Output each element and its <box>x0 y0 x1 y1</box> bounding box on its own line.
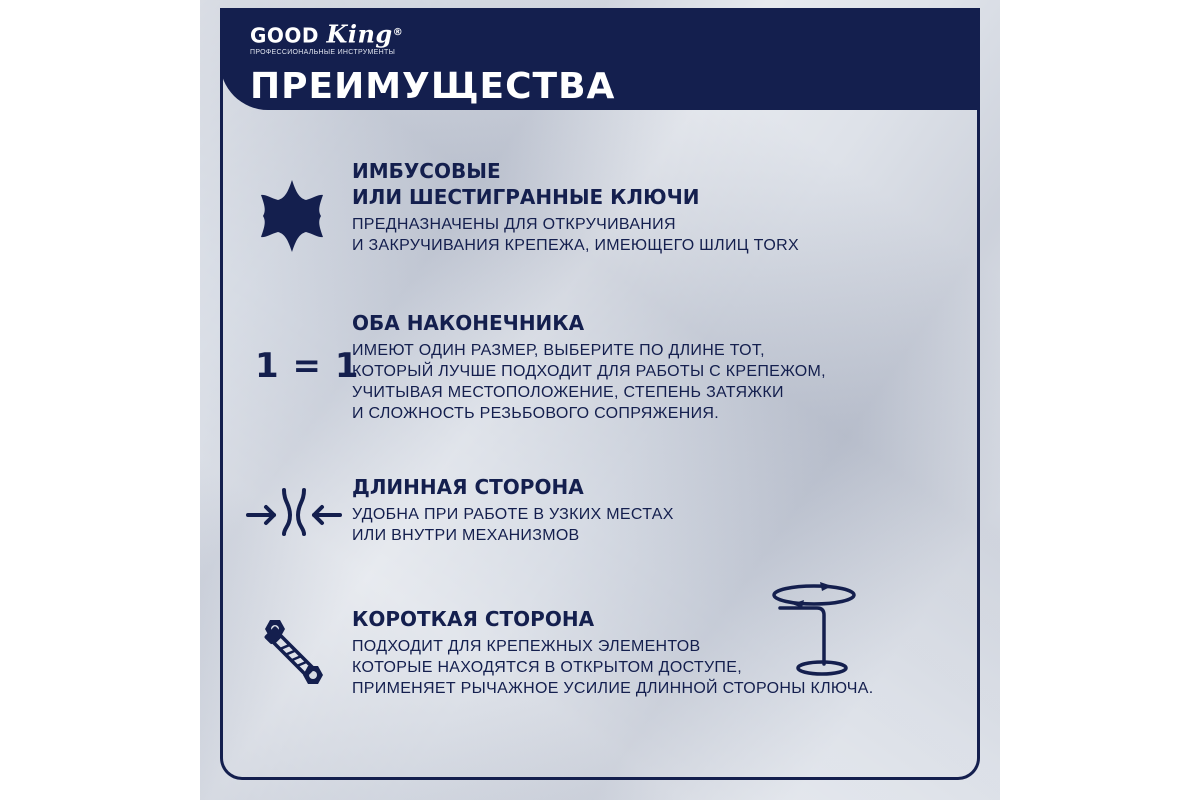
one-equals-one-icon: 1 = 1 <box>255 346 360 386</box>
feature-long-side <box>352 474 674 546</box>
brand-tagline: ПРОФЕССИОНАЛЬНЫЕ ИНСТРУМЕНТЫ <box>250 49 396 56</box>
l-key-rotation-icon <box>760 578 870 682</box>
feature-title: ОБА НАКОНЕЧНИКА <box>352 311 585 335</box>
feature-torx <box>352 158 799 256</box>
feature-description: УДОБНА ПРИ РАБОТЕ В УЗКИХ МЕСТАХ ИЛИ ВНУТРИ МЕХАНИЗМОВ <box>352 506 674 544</box>
feature-title: ИМБУСОВЫЕ ИЛИ ШЕСТИГРАННЫЕ КЛЮЧИ <box>352 159 700 209</box>
feature-description: ПОДХОДИТ ДЛЯ КРЕПЕЖНЫХ ЭЛЕМЕНТОВ КОТОРЫЕ НАХОДЯТСЯ В ОТКРЫТОМ ДОСТУПЕ, ПРИМЕНЯЕТ РЫЧАЖНОЕ УСИЛИЕ ДЛИННОЙ СТОРОНЫ КЛЮЧА. <box>352 638 874 697</box>
crumpled-paper-background <box>200 0 1000 800</box>
feature-both-tips <box>352 310 826 424</box>
narrow-space-arrows-icon <box>246 488 342 536</box>
feature-description: ИМЕЮТ ОДИН РАЗМЕР, ВЫБЕРИТЕ ПО ДЛИНЕ ТОТ, КОТОРЫЙ ЛУЧШЕ ПОДХОДИТ ДЛЯ РАБОТЫ С КРЕПЕЖОМ, УЧИТЫВАЯ МЕСТОПОЛОЖЕНИЕ, СТЕПЕНЬ ЗАТЯЖКИ И СЛОЖНОСТЬ РЕЗЬБОВОГО СОПРЯЖЕНИЯ. <box>352 342 826 422</box>
brand-logo: GOOD King® <box>250 19 404 49</box>
torx-star-icon <box>257 178 327 254</box>
feature-title: КОРОТКАЯ СТОРОНА <box>352 607 595 631</box>
bolt-nuts-icon <box>256 618 328 688</box>
header-banner <box>220 8 980 110</box>
page-title: ПРЕИМУЩЕСТВА <box>250 66 616 107</box>
feature-description: ПРЕДНАЗНАЧЕНЫ ДЛЯ ОТКРУЧИВАНИЯ И ЗАКРУЧИВАНИЯ КРЕПЕЖА, ИМЕЮЩЕГО ШЛИЦ TORX <box>352 216 799 254</box>
feature-title: ДЛИННАЯ СТОРОНА <box>352 475 584 499</box>
